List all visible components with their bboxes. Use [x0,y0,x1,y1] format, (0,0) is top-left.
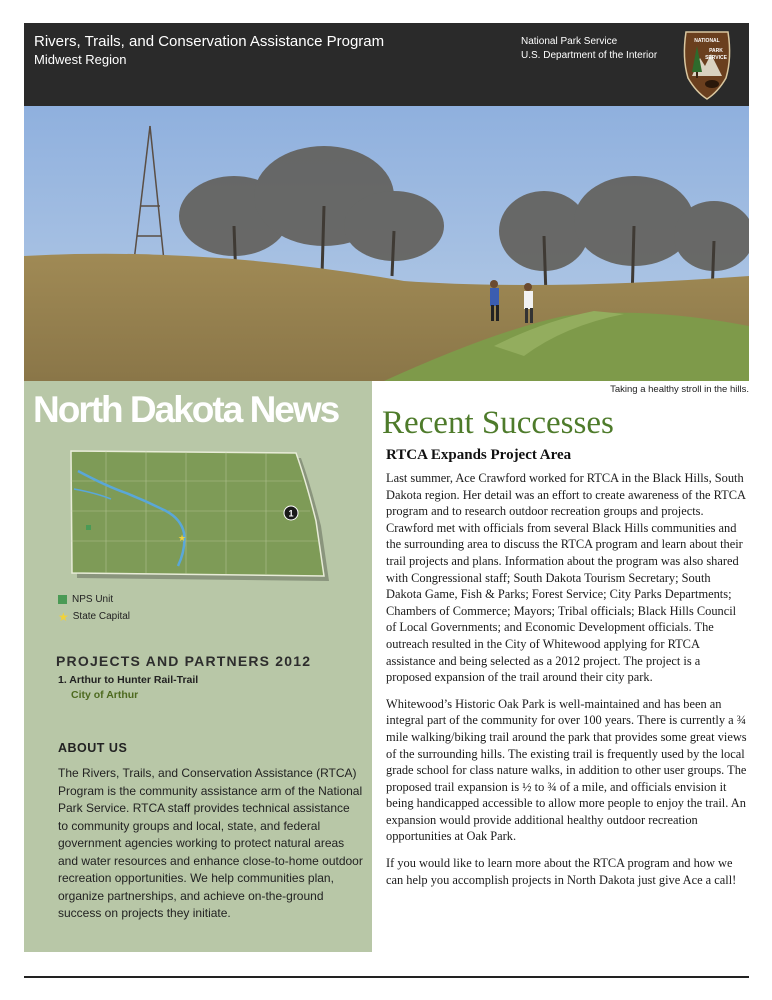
svg-text:NATIONAL: NATIONAL [694,38,720,44]
legend-item-state-capital [58,608,130,625]
region-label: Midwest Region [34,52,127,67]
project-item: 1. Arthur to Hunter Rail-Trail [58,674,199,686]
page-header [24,23,749,106]
hero-photo [24,106,749,381]
svg-text:PARK: PARK [709,48,723,54]
article-paragraph: If you would like to learn more about the RTCA program and how we can help you accomplish projects in North Dakota just give Ace a call! [386,856,737,887]
project-marker: 1 [288,508,294,519]
article-paragraph: Last summer, Ace Crawford worked for RTCA in the Black Hills, South Dakota region. Her detail was an effort to create awareness of the RTCA program and to research outdoor recreation groups and projects. Crawford met with officials from several Black Hills communities and the surrounding area to discuss the RTCA program and learn about their trail projects and plans. Information about the program was also shared with Congressional staff; South Dakota Tourism Secretary; South Dakota Game, Fish & Parks; Forest Service; City Parks Departments; Chambers of Commerce; Mayors; Tribal officials; Black Hills Council of Local Governments; and Economic Development officials. The outreach resulted in the City of Whitewood applying for RTCA assistance and being selected as a 2012 project. The project is a proposed expansion of the trail around their city park. [386,471,746,685]
footer-divider [24,976,749,978]
about-text: The Rivers, Trails, and Conservation Assistance (RTCA) Program is the community assistance arm of the National Park Service. RTCA staff provides technical assistance to community groups and local, state, and federal government agencies working to protect natural areas and water resources and enhance close-to-home outdoor recreation opportunities. We help communities plan, organize partnerships, and achieve on-the-ground success on projects they initiate. [58,766,363,920]
nps-arrowhead-logo [678,28,736,101]
article-title: RTCA Expands Project Area [386,447,572,463]
map-legend [58,591,130,625]
program-title: Rivers, Trails, and Conservation Assistance Program [34,33,385,50]
photo-caption: Taking a healthy stroll in the hills. [610,384,749,395]
section-heading: Recent Successes [382,405,614,441]
main-article [382,404,748,898]
legend-item-nps-unit [58,591,130,608]
svg-text:SERVICE: SERVICE [705,55,727,61]
nps-unit-swatch [58,595,67,604]
agency-block [521,35,657,63]
legend-label: NPS Unit [72,594,114,605]
project-partner: City of Arthur [71,689,139,701]
projects-heading: PROJECTS AND PARTNERS 2012 [56,653,312,669]
department-name: U.S. Department of the Interior [521,50,658,61]
north-dakota-map [66,441,356,581]
sidebar [24,381,372,952]
state-capital-marker: ★ [178,534,187,544]
newsletter-title: North Dakota News [33,389,339,430]
star-icon: ★ [58,609,69,624]
article-paragraph: Whitewood’s Historic Oak Park is well-maintained and has been an integral part of the community for over 100 years. There is currently a ¾ mile walking/biking trail around the park that provides some great views of the surrounding hills. The existing trail is frequently used by the local grade school for class nature walks, in addition to other user groups. The proposed trail expansion is ½ to ¾ of a mile, and officials envision it being handicapped accessible to allow more people to enjoy the trail. An expansion would provide additional healthy outdoor recreation opportunities at Oak Park. [386,696,747,844]
legend-label: State Capital [72,611,131,622]
about-heading: ABOUT US [58,741,128,755]
agency-name: National Park Service [521,36,618,47]
